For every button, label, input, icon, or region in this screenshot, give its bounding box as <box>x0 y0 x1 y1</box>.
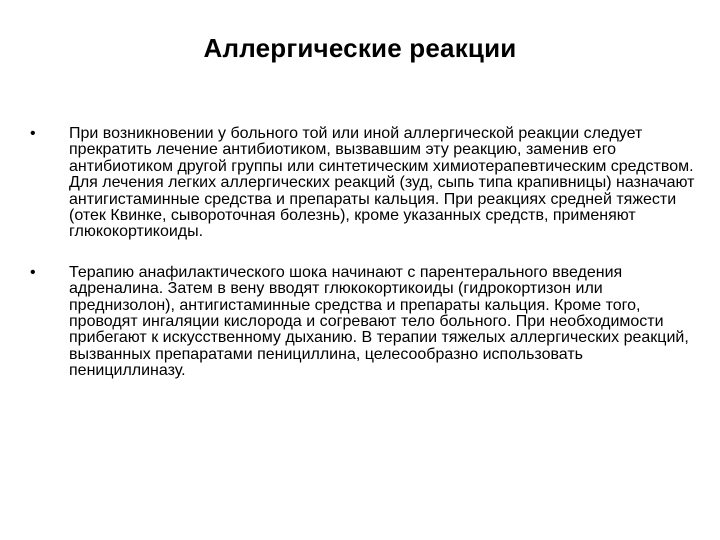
bullet-marker-icon: • <box>30 263 36 281</box>
slide-title: Аллергические реакции <box>203 33 517 63</box>
bullet-text: При возникновении у больного той или иной аллергической реакции следует прекратить лечение антибиотиком, вызвавшим эту реакцию, заменив его антибиотиком другой группы или синтетическим химиотерапевтическим средством. Для лечения легких аллергических реакций (зуд, сыпь типа крапивницы) назначают антигистаминные средства и препараты кальция. При реакциях средней тяжести (отек Квинке, сывороточная болезнь), кроме указанных средств, применяют глюкокортикоиды. <box>69 125 695 241</box>
bullet-text: Терапию анафилактического шока начинают с парентерального введения адреналина. Затем в вену вводят глюкокортикоиды (гидрокортизон или преднизолон), антигистаминные средства и препараты кальция. Кроме того, проводят ингаляции кислорода и согревают тело больного. При необходимости прибегают к искусственному дыханию. В терапии тяжелых аллергических реакций, вызванных препаратами пенициллина, целесообразно использовать пенициллиназу. <box>69 263 689 380</box>
bullet-marker-icon: • <box>30 125 36 142</box>
bullet-item-1 <box>30 126 702 241</box>
bullet-list <box>30 126 702 404</box>
bullet-item-2 <box>30 265 702 380</box>
